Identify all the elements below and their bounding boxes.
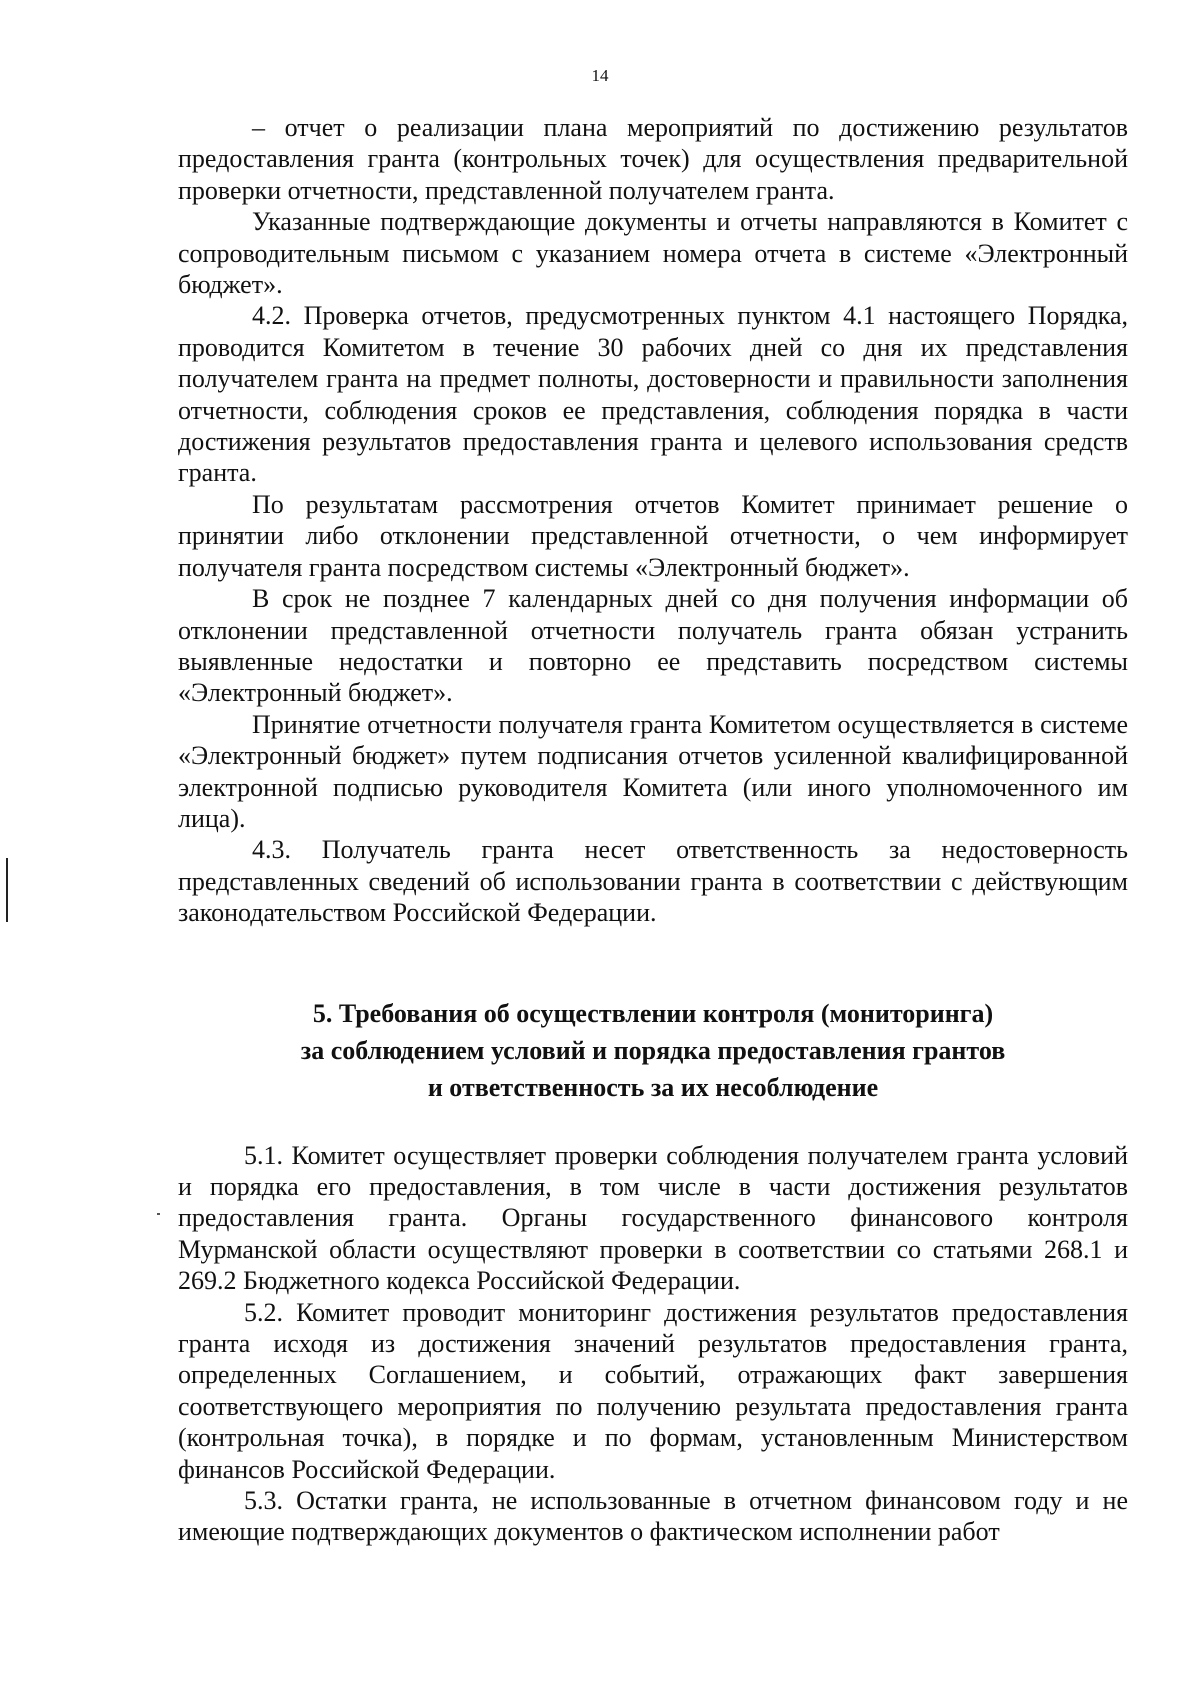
paragraph-review-decision: По результатам рассмотрения отчетов Комитет принимает решение о принятии либо отклонении представленной отчетности, о чем информирует получателя гранта посредством системы «Электронный бюджет». bbox=[178, 489, 1128, 582]
scan-margin-mark bbox=[6, 858, 8, 922]
paragraph-5-3: 5.3. Остатки гранта, не использованные в отчетном финансовом году и не имеющие подтверждающих документов о фактическом исполнении работ bbox=[178, 1486, 1128, 1547]
paragraph-4-2: 4.2. Проверка отчетов, предусмотренных пунктом 4.1 настоящего Порядка, проводится Комитетом в течение 30 рабочих дней со дня их представления получателем гранта на предмет полноты, достоверности и правильности заполнения отчетности, соблюдения сроков ее представления, соблюдения порядка в части достижения результатов предоставления гранта и целевого использования средств гранта. bbox=[178, 301, 1128, 488]
section-heading-line: и ответственность за их несоблюдение bbox=[427, 1072, 879, 1102]
paragraph-4-3: 4.3. Получатель гранта несет ответственность за недостоверность представленных сведений об использовании гранта в соответствии с действующим законодательством Российской Федерации. bbox=[178, 835, 1128, 928]
page-number: 14 bbox=[591, 66, 609, 85]
paragraph-5-1: 5.1. Комитет осуществляет проверки соблюдения получателем гранта условий и порядка его предоставления, в том числе в части достижения результатов предоставления гранта. Органы государственного финансового контроля Мурманской области осуществляют проверки в соответствии со статьями 268.1 и 269.2 Бюджетного кодекса Российской Федерации. bbox=[178, 1140, 1128, 1296]
scan-speck bbox=[157, 1213, 160, 1215]
paragraph-report-item: – отчет о реализации плана мероприятий по достижению результатов предоставления гранта (контрольных точек) для осуществления предварительной проверки отчетности, представленной получателем гранта. bbox=[178, 113, 1128, 205]
paragraph-5-2: 5.2. Комитет проводит мониторинг достижения результатов предоставления гранта исходя из достижения значений результатов предоставления гранта, определенных Соглашением, и событий, отражающих факт завершения соответствующего мероприятия по получению результата предоставления гранта (контрольная точка), в порядке и по формам, установленным Министерством финансов Российской Федерации. bbox=[178, 1297, 1128, 1484]
section-5-heading bbox=[178, 995, 1128, 1106]
paragraph-supporting-documents: Указанные подтверждающие документы и отчеты направляются в Комитет с сопроводительным письмом с указанием номера отчета в системе «Электронный бюджет». bbox=[178, 207, 1128, 300]
document-body bbox=[178, 112, 1128, 1548]
section-heading-line: за соблюдением условий и порядка предоставления грантов bbox=[300, 1035, 1006, 1065]
section-heading-line: 5. Требования об осуществлении контроля (мониторинга) bbox=[312, 998, 994, 1028]
paragraph-rejection-deadline: В срок не позднее 7 календарных дней со дня получения информации об отклонении представленной отчетности получатель гранта обязан устранить выявленные недостатки и повторно ее представить посредством системы «Электронный бюджет». bbox=[178, 584, 1128, 708]
paragraph-acceptance: Принятие отчетности получателя гранта Комитетом осуществляется в системе «Электронный бюджет» путем подписания отчетов усиленной квалифицированной электронной подписью руководителя Комитета (или иного уполномоченного им лица). bbox=[178, 709, 1128, 833]
